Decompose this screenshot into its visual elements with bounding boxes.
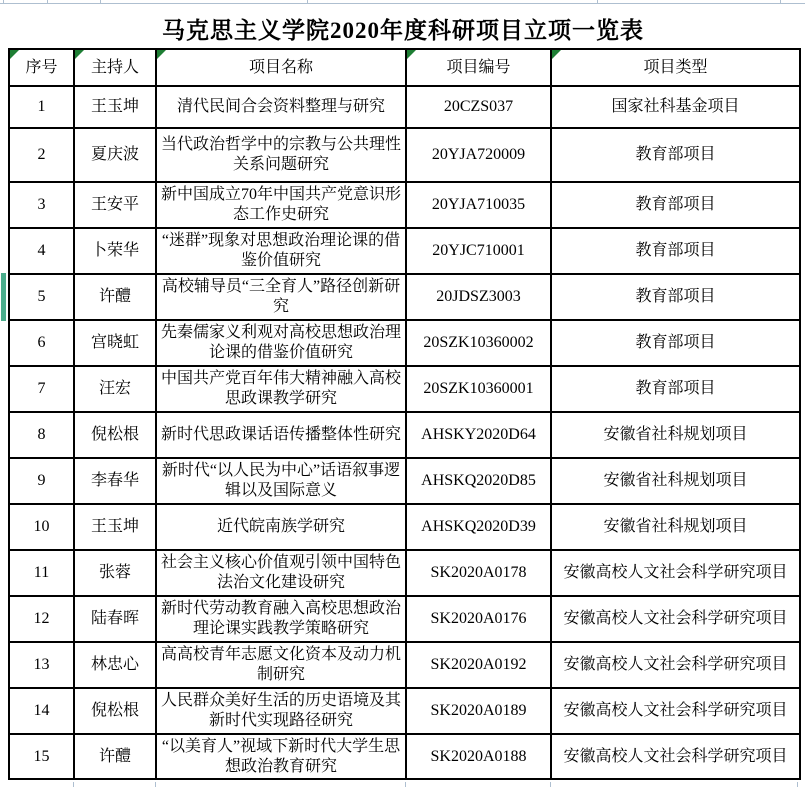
cell-error-triangle-icon (75, 50, 84, 59)
table-row (9, 412, 800, 458)
cell-name[interactable]: 人民群众美好生活的历史语境及其新时代实现路径研究 (156, 688, 406, 734)
cell-type[interactable]: 教育部项目 (551, 182, 800, 228)
cell-leader[interactable]: 王安平 (74, 182, 156, 228)
cell-name[interactable]: 中国共产党百年伟大精神融入高校思政课教学研究 (156, 366, 406, 412)
gridline-stub (797, 782, 798, 787)
table-row (9, 504, 800, 550)
cell-no[interactable]: 3 (9, 182, 74, 228)
cell-code[interactable]: 20JDSZ3003 (406, 274, 551, 320)
gridline-horizontal-top (0, 3, 805, 4)
gridline-stub (155, 782, 156, 787)
table-row (9, 642, 800, 688)
cell-type[interactable]: 教育部项目 (551, 320, 800, 366)
cell-leader[interactable]: 林忠心 (74, 642, 156, 688)
cell-code[interactable]: SK2020A0178 (406, 550, 551, 596)
cell-code[interactable]: 20SZK10360002 (406, 320, 551, 366)
column-header-label: 主持人 (90, 58, 139, 76)
cell-leader[interactable]: 夏庆波 (74, 128, 156, 182)
table-row (9, 734, 800, 779)
cell-type[interactable]: 安徽高校人文社会科学研究项目 (551, 734, 800, 779)
cell-error-triangle-icon (407, 50, 416, 59)
gridline-stub (307, 0, 308, 4)
cell-code[interactable]: 20SZK10360001 (406, 366, 551, 412)
column-header-label: 项目类型 (643, 58, 708, 76)
cell-error-triangle-icon (157, 50, 166, 59)
column-header-3[interactable] (406, 49, 551, 86)
cell-leader[interactable]: 倪松根 (74, 688, 156, 734)
cell-name[interactable]: “迷群”现象对思想政治理论课的借鉴价值研究 (156, 228, 406, 274)
gridline-stub (73, 782, 74, 787)
table-row (9, 320, 800, 366)
table-row (9, 688, 800, 734)
cell-name[interactable]: 高高校青年志愿文化资本及动力机制研究 (156, 642, 406, 688)
cell-code[interactable]: AHSKQ2020D85 (406, 458, 551, 504)
cell-name[interactable]: 新中国成立70年中国共产党意识形态工作史研究 (156, 182, 406, 228)
cell-type[interactable]: 国家社科基金项目 (551, 86, 800, 128)
cell-type[interactable]: 教育部项目 (551, 366, 800, 412)
cell-name[interactable]: 新时代“以人民为中心”话语叙事逻辑以及国际意义 (156, 458, 406, 504)
cell-no[interactable]: 1 (9, 86, 74, 128)
cell-type[interactable]: 教育部项目 (551, 274, 800, 320)
gridline-stub (47, 0, 48, 4)
cell-name[interactable]: 社会主义核心价值观引领中国特色法治文化建设研究 (156, 550, 406, 596)
cell-name[interactable]: 先秦儒家义利观对高校思想政治理论课的借鉴价值研究 (156, 320, 406, 366)
cell-leader[interactable]: 李春华 (74, 458, 156, 504)
cell-no[interactable]: 11 (9, 550, 74, 596)
cell-no[interactable]: 9 (9, 458, 74, 504)
table-row (9, 274, 800, 320)
cell-name[interactable]: 新时代思政课话语传播整体性研究 (156, 412, 406, 458)
row-highlight-bar (1, 273, 6, 321)
cell-no[interactable]: 7 (9, 366, 74, 412)
cell-name[interactable]: 当代政治哲学中的宗教与公共理性关系问题研究 (156, 128, 406, 182)
cell-type[interactable]: 安徽省社科规划项目 (551, 412, 800, 458)
cell-code[interactable]: 20CZS037 (406, 86, 551, 128)
table-row (9, 458, 800, 504)
cell-code[interactable]: 20YJC710001 (406, 228, 551, 274)
cell-no[interactable]: 13 (9, 642, 74, 688)
cell-leader[interactable]: 许醴 (74, 274, 156, 320)
table-row (9, 366, 800, 412)
column-header-0[interactable] (9, 49, 74, 86)
cell-leader[interactable]: 倪松根 (74, 412, 156, 458)
cell-name[interactable]: 清代民间合会资料整理与研究 (156, 86, 406, 128)
cell-leader[interactable]: 王玉坤 (74, 504, 156, 550)
cell-leader[interactable]: 汪宏 (74, 366, 156, 412)
cell-code[interactable]: SK2020A0188 (406, 734, 551, 779)
gridline-stub (550, 782, 551, 787)
cell-code[interactable]: 20YJA720009 (406, 128, 551, 182)
cell-name[interactable]: 新时代劳动教育融入高校思想政治理论课实践教学策略研究 (156, 596, 406, 642)
cell-no[interactable]: 8 (9, 412, 74, 458)
cell-leader[interactable]: 许醴 (74, 734, 156, 779)
cell-name[interactable]: 高校辅导员“三全育人”路径创新研究 (156, 274, 406, 320)
cell-leader[interactable]: 陆春晖 (74, 596, 156, 642)
cell-type[interactable]: 安徽省社科规划项目 (551, 504, 800, 550)
cell-type[interactable]: 教育部项目 (551, 128, 800, 182)
column-header-label: 项目编号 (446, 58, 511, 76)
cell-no[interactable]: 14 (9, 688, 74, 734)
table-row (9, 86, 800, 128)
cell-code[interactable]: SK2020A0189 (406, 688, 551, 734)
column-header-label: 序号 (25, 58, 58, 76)
cell-no[interactable]: 4 (9, 228, 74, 274)
cell-leader[interactable]: 张蓉 (74, 550, 156, 596)
cell-code[interactable]: SK2020A0176 (406, 596, 551, 642)
projects-table (8, 48, 801, 780)
cell-leader[interactable]: 卜荣华 (74, 228, 156, 274)
cell-leader[interactable]: 王玉坤 (74, 86, 156, 128)
table-row (9, 128, 800, 182)
cell-type[interactable]: 安徽高校人文社会科学研究项目 (551, 596, 800, 642)
table-row (9, 182, 800, 228)
cell-type[interactable]: 安徽高校人文社会科学研究项目 (551, 688, 800, 734)
cell-name[interactable]: 近代皖南族学研究 (156, 504, 406, 550)
table-row (9, 228, 800, 274)
header-row (9, 49, 800, 86)
column-header-4[interactable] (551, 49, 800, 86)
page-title[interactable]: 马克思主义学院2020年度科研项目立项一览表 (162, 17, 644, 43)
cell-code[interactable]: AHSKY2020D64 (406, 412, 551, 458)
column-header-label: 项目名称 (248, 58, 313, 76)
cell-code[interactable]: SK2020A0192 (406, 642, 551, 688)
cell-no[interactable]: 6 (9, 320, 74, 366)
cell-no[interactable]: 15 (9, 734, 74, 779)
gridline-stub (780, 0, 781, 4)
gridline-stub (597, 0, 598, 4)
cell-code[interactable]: 20YJA710035 (406, 182, 551, 228)
cell-type[interactable]: 安徽省社科规划项目 (551, 458, 800, 504)
gridline-stub (405, 782, 406, 787)
cell-no[interactable]: 10 (9, 504, 74, 550)
cell-error-triangle-icon (10, 50, 19, 59)
table-row (9, 596, 800, 642)
column-header-1[interactable] (74, 49, 156, 86)
table-body (9, 86, 800, 779)
table-row (9, 550, 800, 596)
cell-no[interactable]: 5 (9, 274, 74, 320)
gridline-stub (100, 0, 101, 4)
gridline-stub (3, 0, 4, 4)
cell-type[interactable]: 教育部项目 (551, 228, 800, 274)
column-header-2[interactable] (156, 49, 406, 86)
cell-no[interactable]: 12 (9, 596, 74, 642)
cell-no[interactable]: 2 (9, 128, 74, 182)
cell-type[interactable]: 安徽高校人文社会科学研究项目 (551, 642, 800, 688)
cell-error-triangle-icon (552, 50, 561, 59)
cell-type[interactable]: 安徽高校人文社会科学研究项目 (551, 550, 800, 596)
cell-leader[interactable]: 宫晓虹 (74, 320, 156, 366)
cell-code[interactable]: AHSKQ2020D39 (406, 504, 551, 550)
cell-name[interactable]: “以美育人”视域下新时代大学生思想政治教育研究 (156, 734, 406, 779)
